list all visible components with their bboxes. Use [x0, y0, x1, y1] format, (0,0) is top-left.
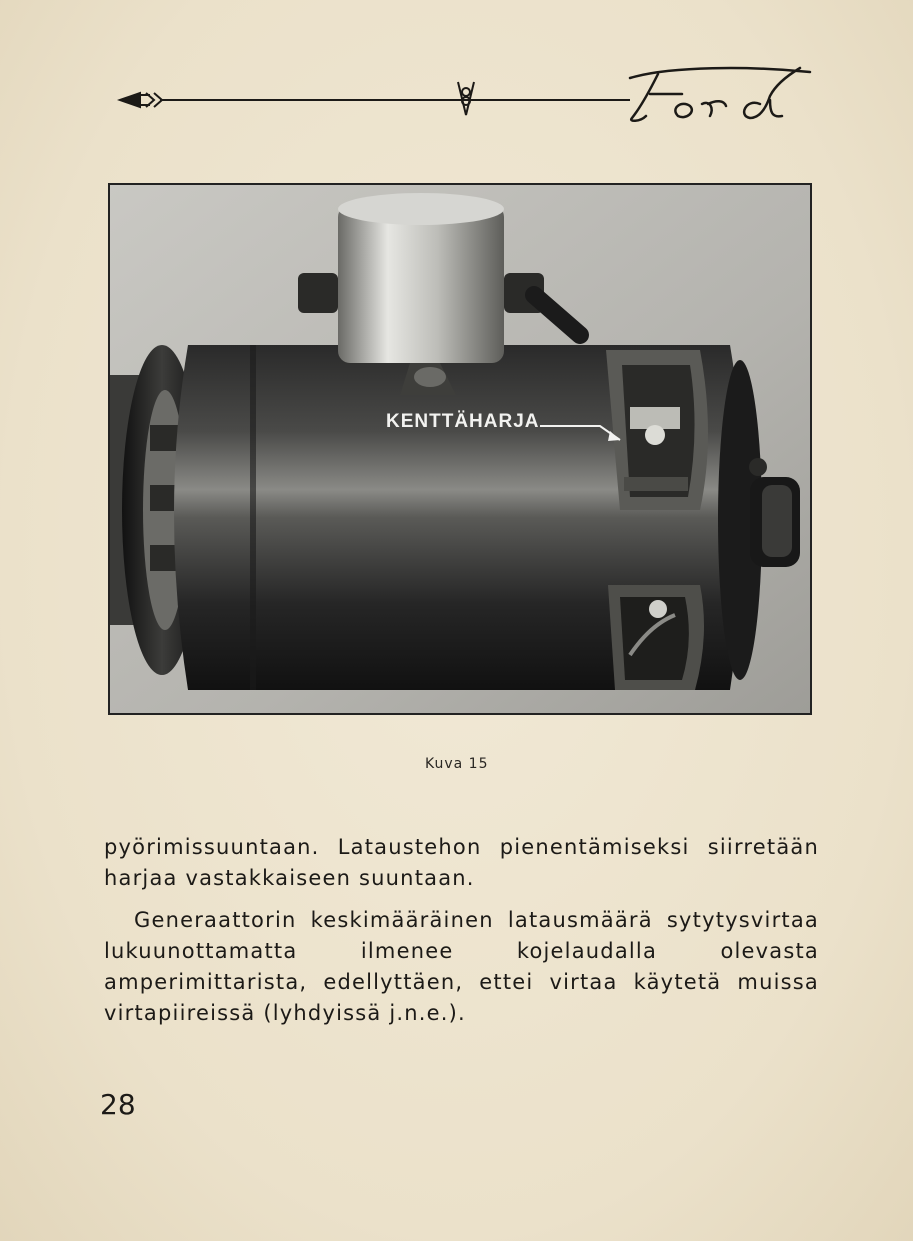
lower-brush-window — [608, 585, 704, 690]
ford-logo-icon — [630, 68, 810, 121]
body-text — [104, 832, 819, 1029]
generator-photo — [108, 183, 812, 715]
generator-illustration — [110, 185, 810, 713]
field-brush-window — [606, 350, 708, 510]
paragraph: Generaattorin keskimääräinen latausmäärä sytytysvirtaa lukuunottamatta ilmenee kojelaudalla olevasta amperimittarista, edellyttäen, ettei virtaa käytetä muissa virtapiireissä (lyhdyissä j.n.e.). — [104, 908, 819, 1025]
v8-emblem-icon — [458, 82, 474, 115]
page-header — [110, 60, 830, 130]
figure-caption: Kuva 15 — [425, 756, 489, 772]
callout-label: KENTTÄHARJA — [386, 411, 540, 432]
header-ornament — [110, 60, 830, 130]
page-number: 28 — [100, 1088, 136, 1121]
left-arrow-icon — [120, 93, 162, 107]
paragraph: pyörimissuuntaan. Lataustehon pienentämiseksi siirretään harjaa vastakkaiseen suuntaan. — [104, 835, 819, 890]
